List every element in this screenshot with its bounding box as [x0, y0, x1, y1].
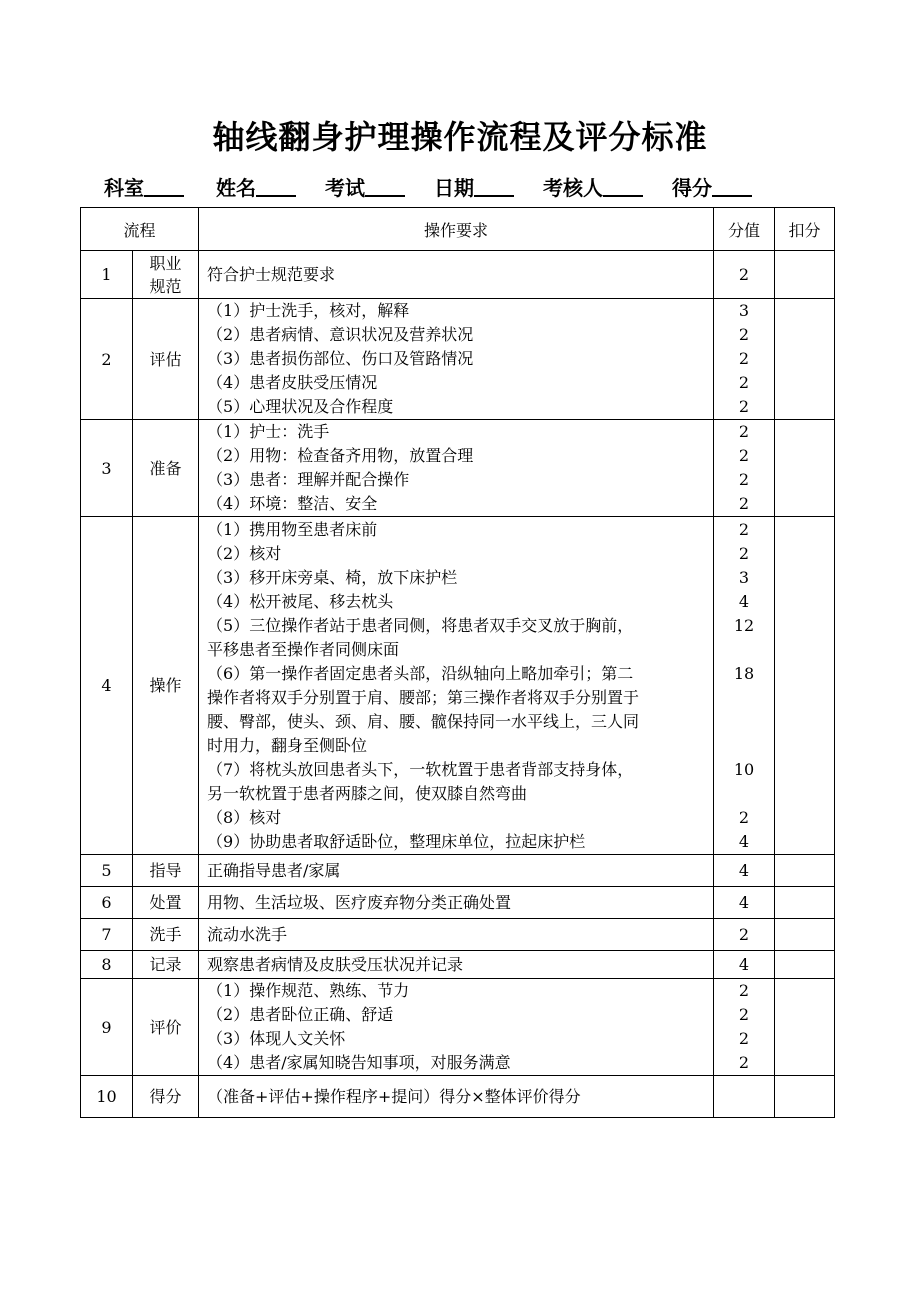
- requirement-cell: [199, 919, 714, 951]
- table-header-row: [81, 208, 835, 251]
- header-flow: 流程: [81, 208, 199, 251]
- requirement-line: （2）患者病情、意识状况及营养状况: [207, 325, 474, 344]
- requirement-line: （3）患者损伤部位、伤口及管路情况: [207, 349, 474, 368]
- requirement-cell: [199, 517, 714, 855]
- table-row: [81, 979, 835, 1076]
- requirement-line: （4）环境：整洁、安全: [207, 494, 378, 513]
- score-value: 2: [738, 1005, 750, 1024]
- score-value: 4: [738, 954, 750, 974]
- deduct-cell[interactable]: [775, 979, 835, 1076]
- header-requirement: 操作要求: [199, 208, 714, 251]
- deduct-cell[interactable]: [775, 517, 835, 855]
- table-row: [81, 299, 835, 420]
- requirement-line: 正确指导患者/家属: [207, 860, 341, 880]
- requirement-line: （4）松开被尾、移去枕头: [207, 591, 394, 611]
- requirement-line: （1）护士：洗手: [207, 422, 330, 441]
- table-row: [81, 420, 835, 517]
- requirement-line: 观察患者病情及皮肤受压状况并记录: [207, 954, 464, 974]
- score-value: [714, 638, 774, 662]
- score-value: 2: [738, 807, 750, 827]
- requirement-line: （4）患者/家属知晓告知事项，对服务满意: [207, 1053, 511, 1072]
- requirement-cell: [199, 951, 714, 979]
- requirement-line: （3）体现人文关怀: [207, 1029, 346, 1048]
- requirement-line: （6）第一操作者固定患者头部，沿纵轴向上略加牵引；第二: [207, 663, 634, 683]
- step-name: [133, 979, 199, 1076]
- score-cell: [714, 517, 775, 855]
- header-deduct: 扣分: [775, 208, 835, 251]
- score-value: 4: [738, 860, 750, 880]
- requirement-line: （3）患者：理解并配合操作: [207, 470, 410, 489]
- deduct-cell[interactable]: [775, 420, 835, 517]
- step-name-text: 评估: [149, 349, 182, 369]
- score-value: 2: [738, 924, 750, 944]
- score-cell: [714, 887, 775, 919]
- requirement-cell: [199, 855, 714, 887]
- header-score: 分值: [714, 208, 775, 251]
- step-number: 8: [81, 951, 133, 979]
- step-number: 6: [81, 887, 133, 919]
- info-field-department[interactable]: 科室: [104, 172, 184, 201]
- requirement-line: （1）操作规范、熟练、节力: [207, 981, 410, 1000]
- score-value: 2: [738, 264, 750, 284]
- score-value: 2: [738, 397, 750, 416]
- score-value: 2: [738, 543, 750, 563]
- score-value: 4: [738, 892, 750, 912]
- table-body: [81, 251, 835, 1118]
- table-row: [81, 919, 835, 951]
- step-name: [133, 517, 199, 855]
- requirement-line: 符合护士规范要求: [207, 264, 336, 284]
- scoring-table: [80, 207, 835, 1118]
- table-row: [81, 251, 835, 299]
- score-value: 2: [738, 494, 750, 513]
- requirement-line: （7）将枕头放回患者头下，一软枕置于患者背部支持身体，: [207, 759, 634, 779]
- score-value: 2: [738, 422, 750, 441]
- step-name-text: 指导: [149, 861, 182, 880]
- score-value: 2: [738, 446, 750, 465]
- step-name-text: 记录: [149, 955, 182, 974]
- step-name: [133, 1076, 199, 1118]
- table-row: [81, 517, 835, 855]
- table-row: [81, 951, 835, 979]
- step-name: [133, 887, 199, 919]
- step-name: [133, 919, 199, 951]
- score-value: 2: [738, 1053, 750, 1072]
- step-number: 2: [81, 299, 133, 420]
- deduct-cell[interactable]: [775, 251, 835, 299]
- step-name-text: 操作: [149, 676, 182, 695]
- requirement-line: （8）核对: [207, 807, 282, 827]
- score-value: 2: [738, 1029, 750, 1048]
- score-value: 4: [738, 831, 750, 851]
- score-cell: [714, 951, 775, 979]
- score-value: 2: [738, 470, 750, 489]
- score-cell: [714, 1076, 775, 1118]
- step-name-text: 得分: [149, 1087, 182, 1106]
- score-value: 3: [738, 301, 750, 320]
- step-number: 3: [81, 420, 133, 517]
- requirement-line: 平移患者至操作者同侧床面: [207, 639, 400, 659]
- requirement-line: 操作者将双手分别置于肩、腰部；第三操作者将双手分别置于: [207, 687, 640, 707]
- table-row: [81, 855, 835, 887]
- score-cell: [714, 420, 775, 517]
- score-value: 18: [733, 663, 755, 683]
- requirement-line: （1）护士洗手，核对，解释: [207, 301, 410, 320]
- requirement-cell: [199, 979, 714, 1076]
- score-value: [714, 1085, 774, 1109]
- info-field-examiner[interactable]: 考核人: [543, 172, 643, 201]
- deduct-cell[interactable]: [775, 1076, 835, 1118]
- step-name: [133, 855, 199, 887]
- score-value: 12: [733, 615, 755, 635]
- score-cell: [714, 251, 775, 299]
- requirement-line: 流动水洗手: [207, 924, 288, 944]
- score-value: 2: [738, 325, 750, 344]
- requirement-cell: [199, 420, 714, 517]
- score-value: 3: [738, 567, 750, 587]
- requirement-cell: [199, 887, 714, 919]
- deduct-cell[interactable]: [775, 919, 835, 951]
- score-cell: [714, 299, 775, 420]
- step-name: [133, 951, 199, 979]
- step-name: [133, 420, 199, 517]
- score-value: [714, 734, 774, 758]
- requirement-cell: [199, 299, 714, 420]
- score-value: 2: [738, 373, 750, 392]
- deduct-cell[interactable]: [775, 951, 835, 979]
- requirement-line: （3）移开床旁桌、椅，放下床护栏: [207, 567, 458, 587]
- requirement-line: （2）用物：检查备齐用物，放置合理: [207, 446, 474, 465]
- header-info-fields: [104, 172, 824, 202]
- step-number: 7: [81, 919, 133, 951]
- score-value: 10: [733, 759, 755, 779]
- page-title: 轴线翻身护理操作流程及评分标准: [212, 118, 708, 156]
- requirement-line: （2）核对: [207, 543, 282, 563]
- info-field-score[interactable]: 得分: [672, 172, 752, 201]
- deduct-cell[interactable]: [775, 887, 835, 919]
- score-cell: [714, 855, 775, 887]
- score-value: [714, 710, 774, 734]
- step-name: [133, 299, 199, 420]
- score-value: [714, 686, 774, 710]
- requirement-line: （4）患者皮肤受压情况: [207, 373, 378, 392]
- step-name-text: 评价: [149, 1017, 182, 1037]
- score-value: 4: [738, 591, 750, 611]
- step-number: 9: [81, 979, 133, 1076]
- step-name-text: 处置: [149, 893, 182, 912]
- requirement-line: （5）心理状况及合作程度: [207, 397, 394, 416]
- requirement-line: 腰、臀部，使头、颈、肩、腰、髋保持同一水平线上，三人同: [207, 711, 640, 731]
- requirement-line: （2）患者卧位正确、舒适: [207, 1005, 394, 1024]
- requirement-line: （9）协助患者取舒适卧位，整理床单位，拉起床护栏: [207, 831, 586, 851]
- step-name: [133, 251, 199, 299]
- score-cell: [714, 979, 775, 1076]
- table-row: [81, 887, 835, 919]
- step-name-text: 准备: [149, 458, 182, 478]
- requirement-line: 时用力，翻身至侧卧位: [207, 735, 368, 755]
- score-cell: [714, 919, 775, 951]
- step-number: 5: [81, 855, 133, 887]
- step-name-text: 洗手: [149, 925, 182, 944]
- requirement-cell: [199, 1076, 714, 1118]
- requirement-line: （准备+评估+操作程序+提问）得分×整体评价得分: [207, 1086, 581, 1106]
- step-number: 1: [81, 251, 133, 299]
- info-field-name[interactable]: 姓名: [216, 172, 296, 201]
- step-name-text: 职业 规范: [149, 253, 182, 296]
- score-value: 2: [738, 519, 750, 539]
- info-field-exam[interactable]: 考试: [325, 172, 405, 201]
- table-row: [81, 1076, 835, 1118]
- score-value: [714, 782, 774, 806]
- deduct-cell[interactable]: [775, 299, 835, 420]
- requirement-line: （5）三位操作者站于患者同侧，将患者双手交叉放于胸前，: [207, 615, 634, 635]
- deduct-cell[interactable]: [775, 855, 835, 887]
- step-number: 10: [81, 1076, 133, 1118]
- score-value: 2: [738, 981, 750, 1000]
- requirement-line: （1）携用物至患者床前: [207, 519, 378, 539]
- score-value: 2: [738, 349, 750, 368]
- requirement-cell: [199, 251, 714, 299]
- step-number: 4: [81, 517, 133, 855]
- info-field-date[interactable]: 日期: [434, 172, 514, 201]
- requirement-line: 另一软枕置于患者两膝之间，使双膝自然弯曲: [207, 783, 528, 803]
- requirement-line: 用物、生活垃圾、医疗废弃物分类正确处置: [207, 892, 512, 912]
